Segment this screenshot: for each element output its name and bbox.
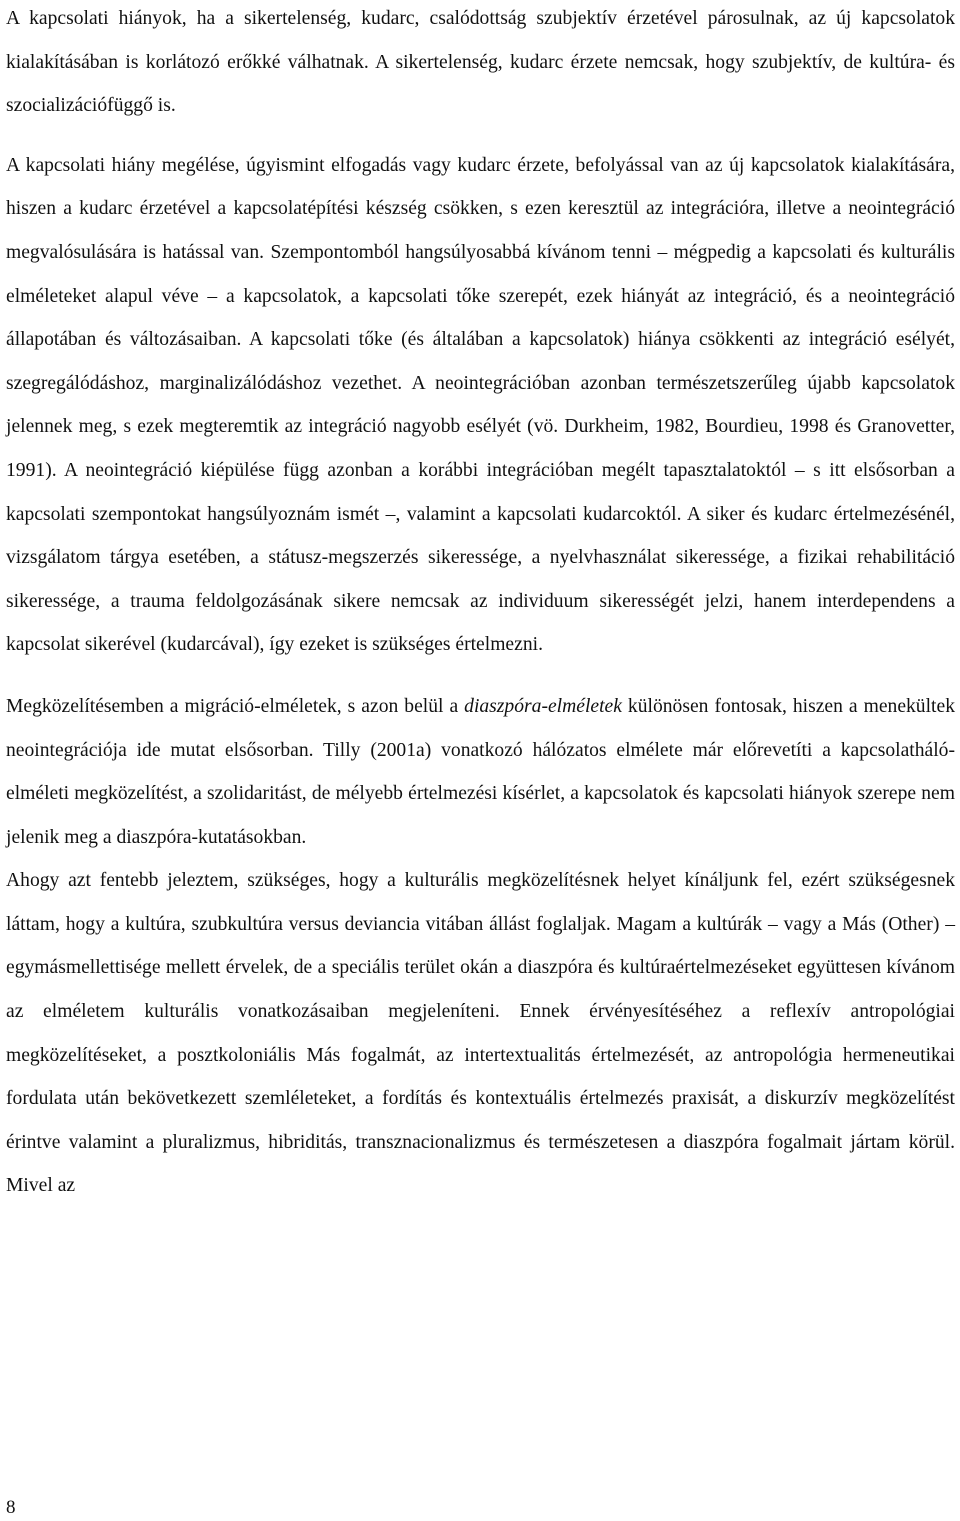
document-page <box>6 0 955 1208</box>
paragraph-relationship-deficits: A kapcsolati hiányok, ha a sikertelenség, kudarc, csalódottság szubjektív érzetével párosulnak, az új kapcsolatok kialakításában is korlátozó erőkké válhatnak. A sikertelenség, kudarc érzete nemcsak, hogy szubjektív, de kultúra- és szocializációfüggő is. <box>6 8 955 117</box>
page-number: 8 <box>6 1497 16 1518</box>
paragraph-diaspora-theories <box>6 685 955 859</box>
paragraph-text-after: különösen fontosak, hiszen a menekültek neointegrációja ide mutat elsősorban. Tilly (2001a) vonatkozó hálózatos elmélete már előrevetíti a kapcsolatháló-elméleti megközelítést, a szolidaritást, de mélyebb értelmezési kísérlet, a kapcsolatok és kapcsolati hiányok szerepe nem jelenik meg a diaszpóra-kutatásokban. <box>6 695 955 848</box>
paragraph-text-before: Megközelítésemben a migráció-elméletek, s azon belül a <box>6 695 465 717</box>
paragraph-cultural-approach: Ahogy azt fentebb jeleztem, szükséges, hogy a kulturális megközelítésnek helyet kínáljunk fel, ezért szükségesnek láttam, hogy a kultúra, szubkultúra versus deviancia vitában állást foglaljak. Magam a kultúrák – vagy a Más (Other) – egymásmellettisége mellett érvelek, de a speciális terület okán a diaszpóra és kultúraértelmezéseket együttesen kívánom az elméletem kulturális vonatkozásaiban megjeleníteni. Ennek érvényesítéséhez a reflexív antropológiai megközelítéseket, a posztkoloniális Más fogalmát, az intertextualitás értelmezését, az antropológia hermeneutikai fordulata után bekövetkezett szemléleteket, a fordítás és kontextuális értelmezés praxisát, a diskurzív megközelítést érintve valamint a pluralizmus, hibriditás, transznacionalizmus és természetesen a diaszpóra fogalmait jártam körül. Mivel az <box>6 870 955 1197</box>
emphasis-diaspora-theories: diaszpóra-elméletek <box>464 695 622 717</box>
paragraph-integration-theory: A kapcsolati hiány megélése, úgyismint elfogadás vagy kudarc érzete, befolyással van az új kapcsolatok kialakítására, hiszen a kudarc érzetével a kapcsolatépítési készség csökken, s ezen keresztül az integrációra, illetve a neointegráció megvalósulására is hatással van. Szempontomból hangsúlyosabbá kívánom tenni – mégpedig a kapcsolati és kulturális elméleteket alapul véve – a kapcsolatok, a kapcsolati tőke szerepét, ezek hiányát az integráció, és a neointegráció állapotában és változásaiban. A kapcsolati tőke (és általában a kapcsolatok) hiánya csökkenti az integráció esélyét, szegregálódáshoz, marginalizálódáshoz vezethet. A neointegrációban azonban természetszerűleg újabb kapcsolatok jelennek meg, s ezek megteremtik az integráció nagyobb esélyét (vö. Durkheim, 1982, Bourdieu, 1998 és Granovetter, 1991). A neointegráció kiépülése függ azonban a korábbi integrációban megélt tapasztalatoktól – s itt elsősorban a kapcsolati szempontokat hangsúlyoznám ismét –, valamint a kapcsolati kudarcoktól. A siker és kudarc értelmezésénél, vizsgálatom tárgya esetében, a státusz-megszerzés sikeressége, a nyelvhasználat sikeressége, a fizikai rehabilitáció sikeressége, a trauma feldolgozásának sikere nemcsak az individuum sikerességét jelzi, hanem interdependens a kapcsolat sikerével (kudarcával), így ezeket is szükséges értelmezni. <box>6 154 955 656</box>
